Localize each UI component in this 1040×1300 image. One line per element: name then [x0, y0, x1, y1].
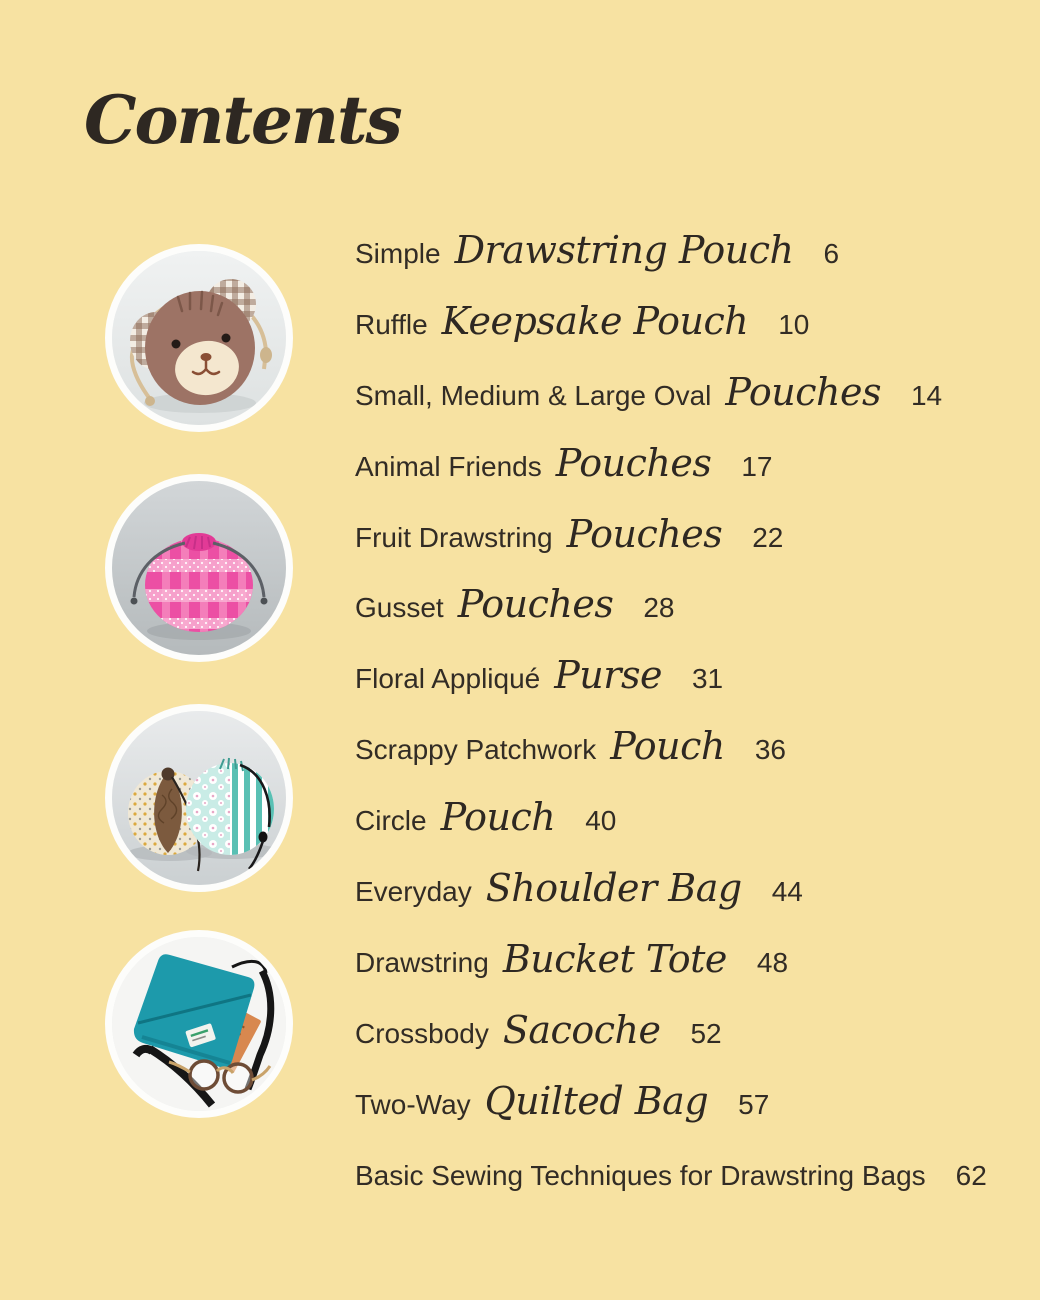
entry-prefix: Ruffle — [355, 308, 428, 340]
entry-page-number: 36 — [754, 734, 787, 766]
entry-page-number: 31 — [691, 663, 724, 695]
teddy-bear-pouch-photo — [105, 244, 293, 432]
two-pouches-illustration — [112, 711, 286, 885]
entry-page-number: 62 — [955, 1159, 987, 1191]
sacoche-illustration — [112, 937, 286, 1111]
entry-page-number: 17 — [741, 450, 773, 482]
toc-entry — [355, 1070, 987, 1141]
toc-entry — [355, 1141, 987, 1212]
pink-pouch-illustration — [112, 481, 286, 655]
entry-page-number: 57 — [738, 1088, 770, 1120]
toc-entry — [355, 573, 987, 644]
entry-prefix: Gusset — [355, 592, 444, 624]
entry-page-number: 10 — [778, 308, 810, 340]
toc-entry — [355, 432, 987, 503]
toc-entry — [355, 219, 987, 290]
entry-title-script: Pouches — [555, 440, 712, 485]
toc-entry — [355, 290, 987, 361]
entry-title-script: Drawstring Pouch — [454, 228, 794, 272]
entry-prefix: Floral Appliqué — [355, 663, 541, 695]
entry-page-number: 28 — [643, 592, 675, 624]
toc-entry — [355, 644, 987, 715]
entry-prefix: Crossbody — [355, 1017, 489, 1049]
entry-prefix: Two-Way — [355, 1088, 471, 1120]
toc-entry — [355, 857, 987, 928]
entry-prefix: Everyday — [355, 876, 472, 908]
entry-page-number: 44 — [771, 876, 803, 908]
pink-plaid-pouch-photo — [105, 474, 293, 662]
entry-prefix: Simple — [355, 238, 441, 269]
entry-prefix: Animal Friends — [355, 450, 542, 482]
table-of-contents — [355, 219, 987, 1211]
entry-title-script: Pouch — [610, 724, 725, 769]
entry-prefix: Basic Sewing Techniques for Drawstring Bags — [355, 1159, 926, 1191]
entry-page-number: 6 — [823, 238, 840, 269]
entry-title-script: Quilted Bag — [484, 1078, 709, 1123]
entry-title-script: Pouches — [457, 582, 614, 627]
page-title: Contents — [84, 81, 401, 159]
entry-page-number: 48 — [756, 946, 789, 978]
toc-entry — [355, 361, 987, 432]
teal-sacoche-photo — [105, 930, 293, 1118]
entry-page-number: 52 — [690, 1017, 722, 1049]
teddy-bear-pouch-illustration — [112, 251, 286, 425]
entry-title-script: Pouches — [725, 369, 881, 414]
entry-prefix: Drawstring — [355, 946, 489, 978]
entry-page-number: 40 — [585, 805, 617, 837]
entry-title-script: Purse — [554, 653, 662, 698]
toc-entry — [355, 715, 987, 786]
entry-page-number: 22 — [752, 521, 784, 553]
toc-entry — [355, 786, 987, 857]
toc-entry — [355, 928, 987, 999]
entry-title-script: Sacoche — [502, 1007, 661, 1052]
entry-prefix: Fruit Drawstring — [355, 521, 553, 553]
entry-title-script: Pouch — [440, 795, 556, 840]
entry-prefix: Circle — [355, 805, 427, 837]
entry-prefix: Small, Medium & Large Oval — [355, 379, 712, 411]
entry-title-script: Bucket Tote — [502, 936, 727, 981]
entry-page-number: 14 — [910, 379, 943, 411]
entry-title-script: Shoulder Bag — [485, 866, 742, 911]
patterned-pouches-photo — [105, 704, 293, 892]
toc-entry — [355, 503, 987, 574]
toc-entry — [355, 999, 987, 1070]
entry-title-script: Keepsake Pouch — [441, 298, 749, 343]
entry-title-script: Pouches — [566, 511, 723, 556]
entry-prefix: Scrappy Patchwork — [355, 734, 597, 766]
